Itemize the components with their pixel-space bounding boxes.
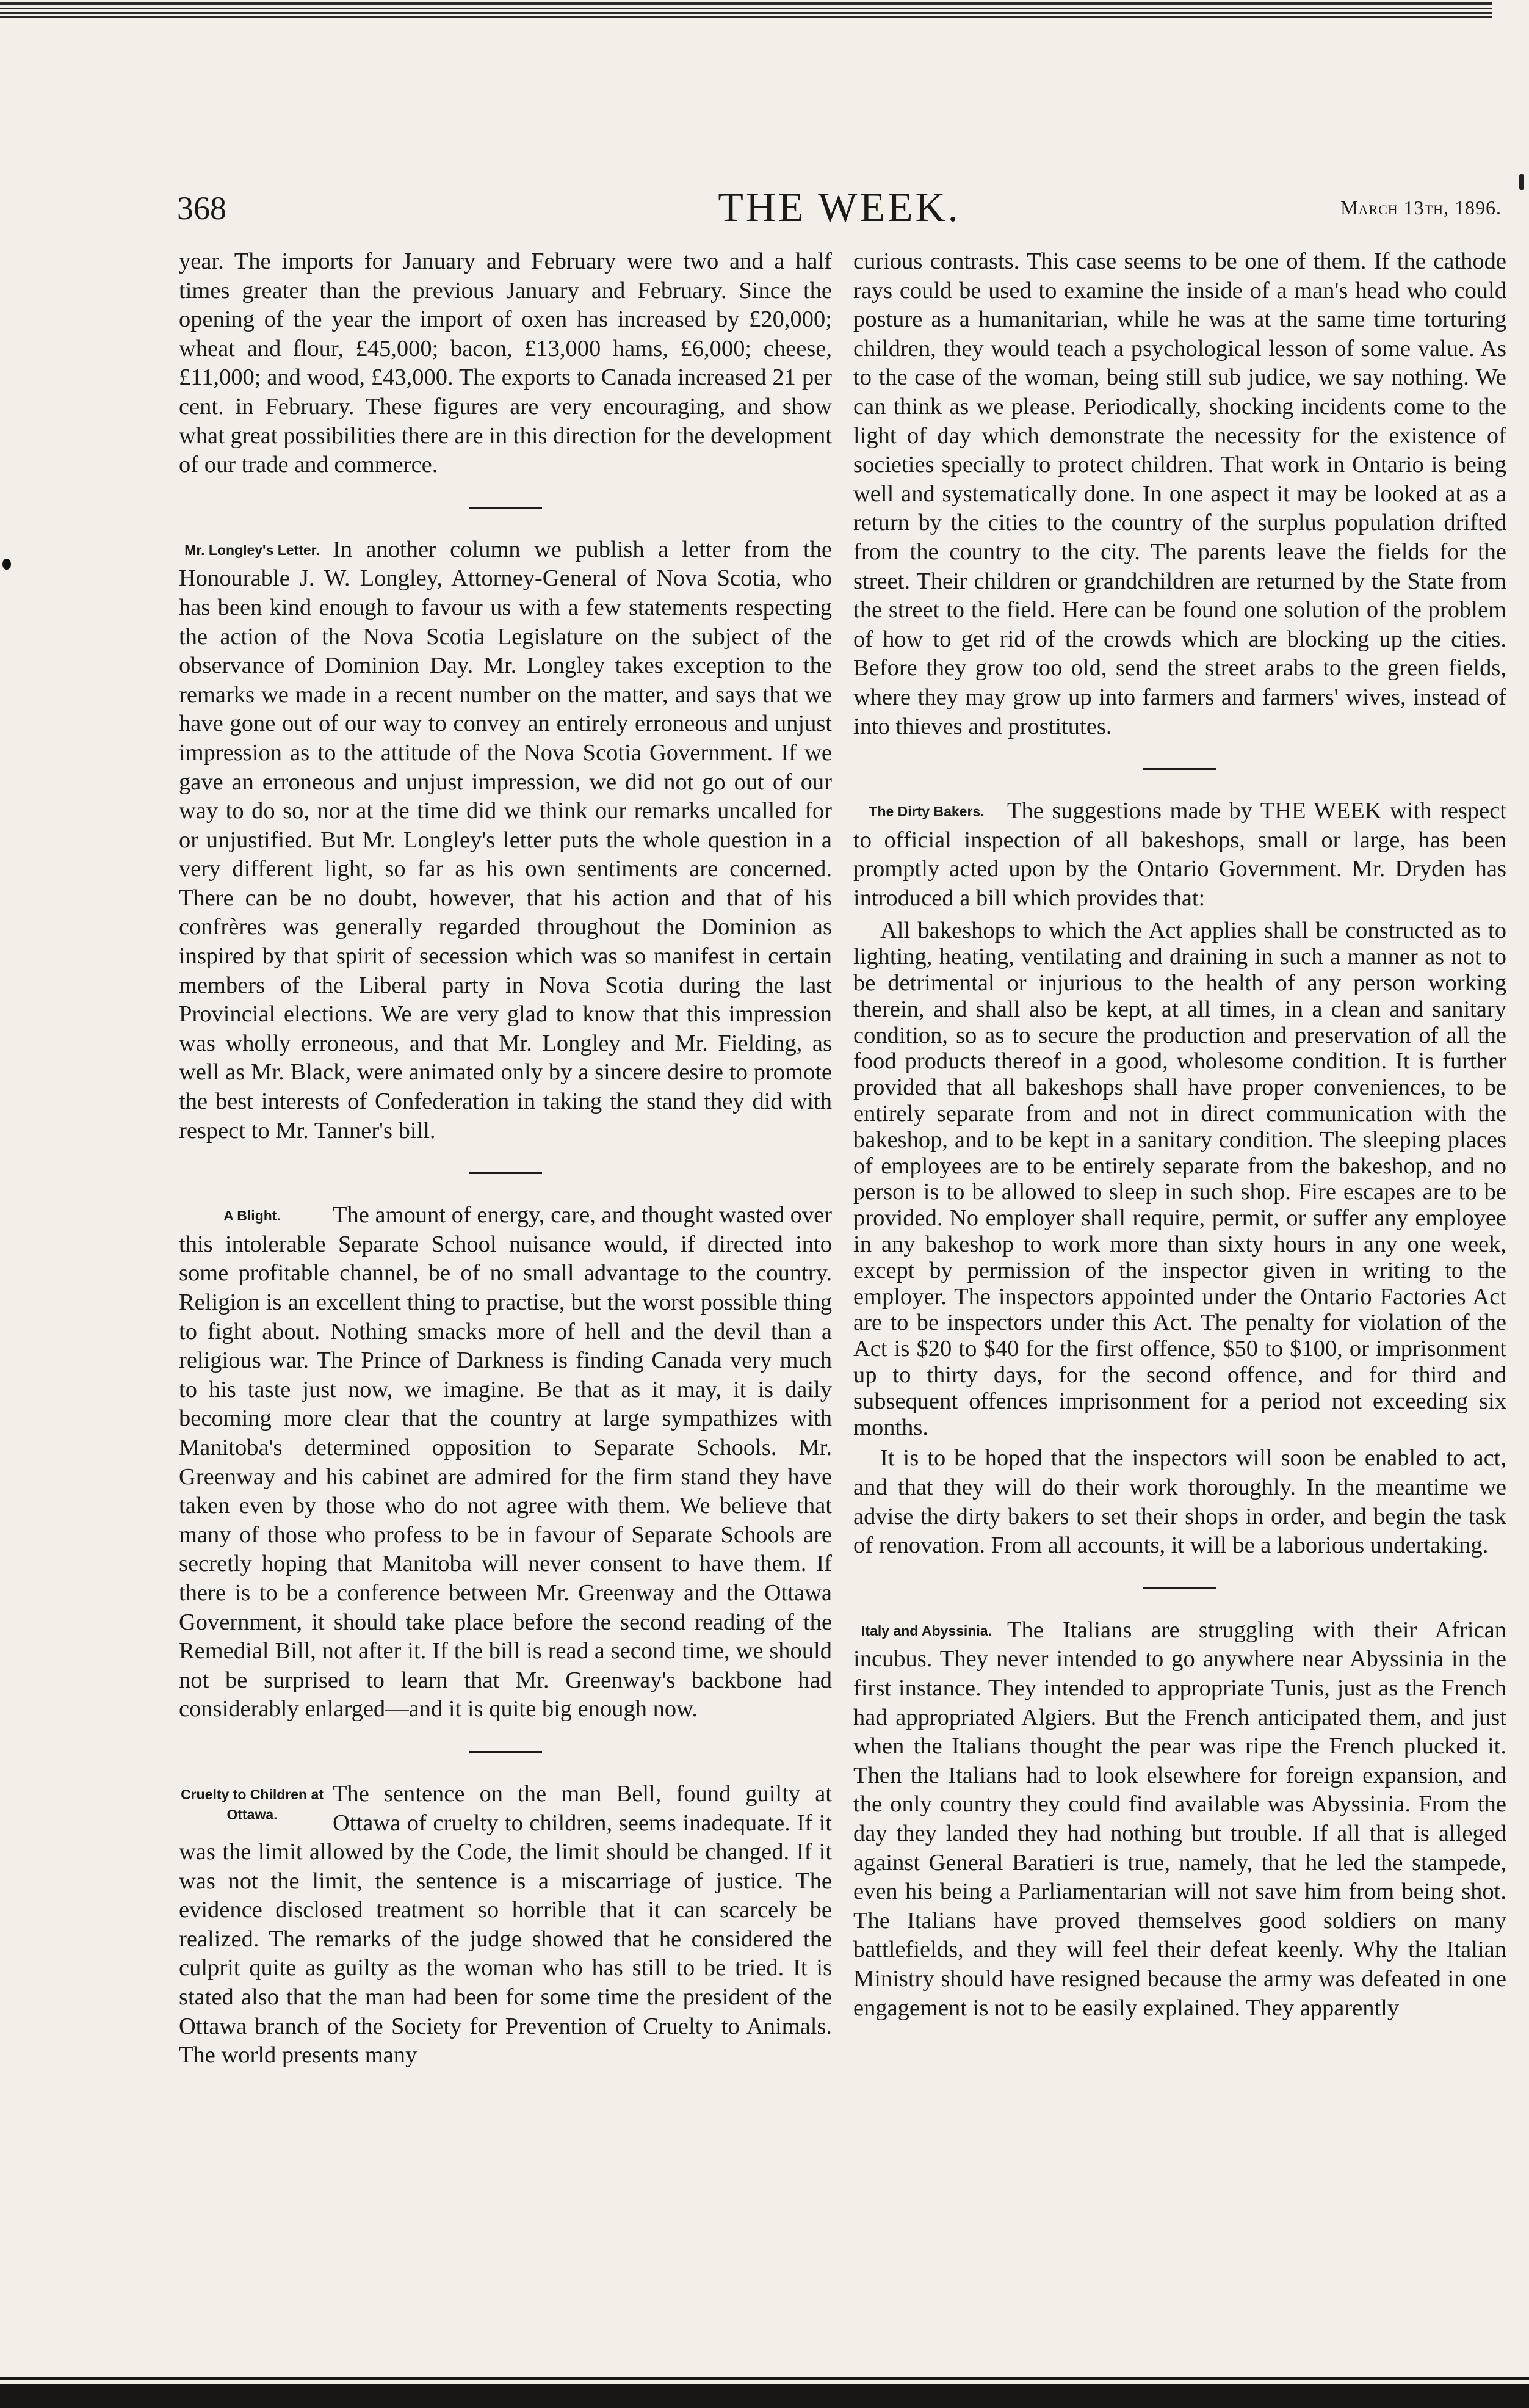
side-heading: Italy and Abyssinia. <box>861 1622 992 1639</box>
side-heading: A Blight. <box>223 1208 281 1224</box>
side-heading: Mr. Longley's Letter. <box>184 542 320 558</box>
notice-a-blight <box>179 1201 832 1724</box>
bottom-border-rule <box>0 2365 1529 2408</box>
continued-paragraph: curious contrasts. This case seems to be one of them. If the cathode rays could be used to examine the inside of a man's head who could posture as a humanitarian, while he was at the same time torturing children, they would teach a psychological lesson of some value. As to the case of the woman, being still sub judice, we say nothing. We can think as we please. Periodically, shocking incidents come to the light of day which demonstrate the necessity for the existence of societies specially to protect children. That work in Ontario is being well and systematically done. In one aspect it may be looked at as a return by the cities to the country of the surplus population drifted from the country to the city. The parents leave the fields for the street. Their children or grandchildren are returned by the State from the street to the field. Here can be found one solution of the problem of how to get rid of the crowds which are blocking up the cities. Before they grow too old, send the street arabs to the green fields, where they may grow up into farmers and farmers' wives, instead of into thieves and prostitutes. <box>853 248 1506 739</box>
notice-text: The amount of energy, care, and thought wasted over this intolerable Separate School nuisance would, if directed into some profitable channel, be of no small advantage to the country. Religion is an excellent thing to practise, but the worst possible thing to fight about. Nothing smacks more of hell and the devil than a religious war. The Prince of Darkness is finding Canada very much to his taste just now, we imagine. Be that as it may, it is daily becoming more clear that the country at large sympathizes with Manitoba's determined opposition to Separate Schools. Mr. Greenway and his cabinet are admired for the firm stand they have taken even by those who do not agree with them. We believe that many of those who profess to be in favour of Separate Schools are secretly hoping that Manitoba will never consent to have them. If there is to be a conference between Mr. Greenway and the Ottawa Government, it should take place before the second reading of the Remedial Bill, not after it. If the bill is read a second time, we should not be surprised to learn that Mr. Greenway's backbone had considerably enlarged—and it is quite big enough now. <box>179 1202 832 1722</box>
section-divider <box>469 1172 542 1174</box>
notice-cruelty-to-children <box>179 1780 832 2070</box>
margin-mark <box>1519 174 1524 190</box>
side-heading: Cruelty to Children at Ottawa. <box>181 1786 324 1822</box>
left-column <box>179 247 832 2070</box>
notice-text: The Italians are struggling with their African incubus. They never intended to go anywhere near Abyssinia in the first instance. They intended to appropriate Tunis, just as the French had appropriated Algiers. But the French anticipated them, and just when the Italians thought the pear was ripe the French plucked it. Then the Italians had to look elsewhere for foreign expansion, and the only country they could find available was Abyssinia. From the day they landed they had nothing but trouble. If all that is alleged against General Baratieri is true, namely, that he led the stampede, even his being a Parliamentarian will not save him from being shot. The Italians have proved themselves good soldiers on many battlefields, and they will feel their defeat keenly. Why the Italian Ministry should have resigned because the army was defeated in one engagement is not to be easily explained. They apparently <box>853 1617 1506 2021</box>
journal-title: THE WEEK. <box>718 184 961 230</box>
notice-text: In another column we publish a letter from the Honourable J. W. Longley, Attorney-General of Nova Scotia, who has been kind enough to favour us with a few statements respecting the action of the Nova Scotia Legislature on the subject of the observance of Dominion Day. Mr. Longley takes exception to the remarks we made in a recent number on the matter, and says that we have gone out of our way to convey an entirely erroneous and unjust impression as to the attitude of the Nova Scotia Government. If we gave an erroneous and unjust impression, we did not go out of our way to do so, nor at the time did we think our remarks uncalled for or unjustified. But Mr. Longley's letter puts the whole question in a very different light, so far as his own sentiments are concerned. There can be no doubt, however, that his action and that of his confrères was generally regarded throughout the Dominion as inspired by that spirit of secession which was so manifest in certain members of the Liberal party in Nova Scotia during the last Provincial elections. We are very glad to know that this impression was wholly erroneous, and that Mr. Longley and Mr. Fielding, as well as Mr. Black, were animated only by a sincere desire to promote the best interests of Confederation in taking the stand they did with respect to Mr. Tanner's bill. <box>179 536 832 1144</box>
closing-paragraph: It is to be hoped that the inspectors will soon be enabled to act, and that they will do their work thoroughly. In the meantime we advise the dirty bakers to set their shops in order, and begin the task of renovation. From all accounts, it will be a laborious undertaking. <box>853 1445 1506 1559</box>
margin-dot <box>2 559 11 570</box>
section-divider <box>1143 1587 1216 1589</box>
running-head <box>177 183 1502 238</box>
notice-italy-abyssinia <box>853 1616 1506 2023</box>
section-divider <box>1143 768 1216 770</box>
page-number: 368 <box>177 190 226 227</box>
section-divider <box>469 1751 542 1753</box>
notice-text: The sentence on the man Bell, found guilty at Ottawa of cruelty to children, seems inadequate. If it was the limit allowed by the Code, the limit should be changed. If it was not the limit, the sentence is a miscarriage of justice. The evidence disclosed treatment so horrible that it can scarcely be realized. The remarks of the judge showed that he considered the culprit quite as guilty as the woman who has still to be tried. It is stated also that the man had been for some time the president of the Ottawa branch of the Society for Prevention of Cruelty to Animals. The world presents many <box>179 1780 832 2069</box>
top-border-rule <box>0 0 1529 24</box>
notice-dirty-bakers <box>853 797 1506 913</box>
notice-longley-letter <box>179 535 832 1145</box>
issue-date: March 13th, 1896. <box>1340 197 1502 219</box>
quoted-bill-text: All bakeshops to which the Act applies shall be constructed as to lighting, heating, ventilating and draining in such a manner as not to be detrimental or injurious to the health of any person working therein, and shall also be kept, at all times, in a clean and sanitary condition, so as to secure the production and preservation of all the food products thereof in a good, wholesome condition. It is further provided that all bakeshops shall have proper conveniences, to be entirely separate from and not in direct communication with the bakeshop, and to be kept in a sanitary condition. The sleeping places of employees are to be entirely separate from the bakeshop, and no person is to be allowed to sleep in such shop. Fire escapes are to be provided. No employer shall require, permit, or suffer any employee in any bakeshop to work more than sixty hours in any one week, except by permission of the inspector given in writing to the employer. The inspectors appointed under the Ontario Factories Act are to be inspectors under this Act. The penalty for violation of the Act is $20 to $40 for the first offence, $50 to $100, or imprisonment up to thirty days, for the second offence, and for third and subsequent offences imprisonment for a period not exceeding six months. <box>853 918 1506 1440</box>
right-column <box>853 247 1506 2023</box>
intro-paragraph: year. The imports for January and February were two and a half times greater than the previous January and February. Since the opening of the year the import of oxen has increased by £20,000; wheat and flour, £45,000; bacon, £13,000 hams, £6,000; cheese, £11,000; and wood, £43,000. The exports to Canada increased 21 per cent. in February. These figures are very encouraging, and show what great possibilities there are in this direction for the development of our trade and commerce. <box>179 248 832 478</box>
side-heading: The Dirty Bakers. <box>869 803 985 820</box>
section-divider <box>469 507 542 509</box>
notice-text: The suggestions made by THE WEEK with respect to official inspection of all bakeshops, small or large, has been promptly acted upon by the Ontario Government. Mr. Dryden has introduced a bill which provides that: <box>853 798 1506 911</box>
